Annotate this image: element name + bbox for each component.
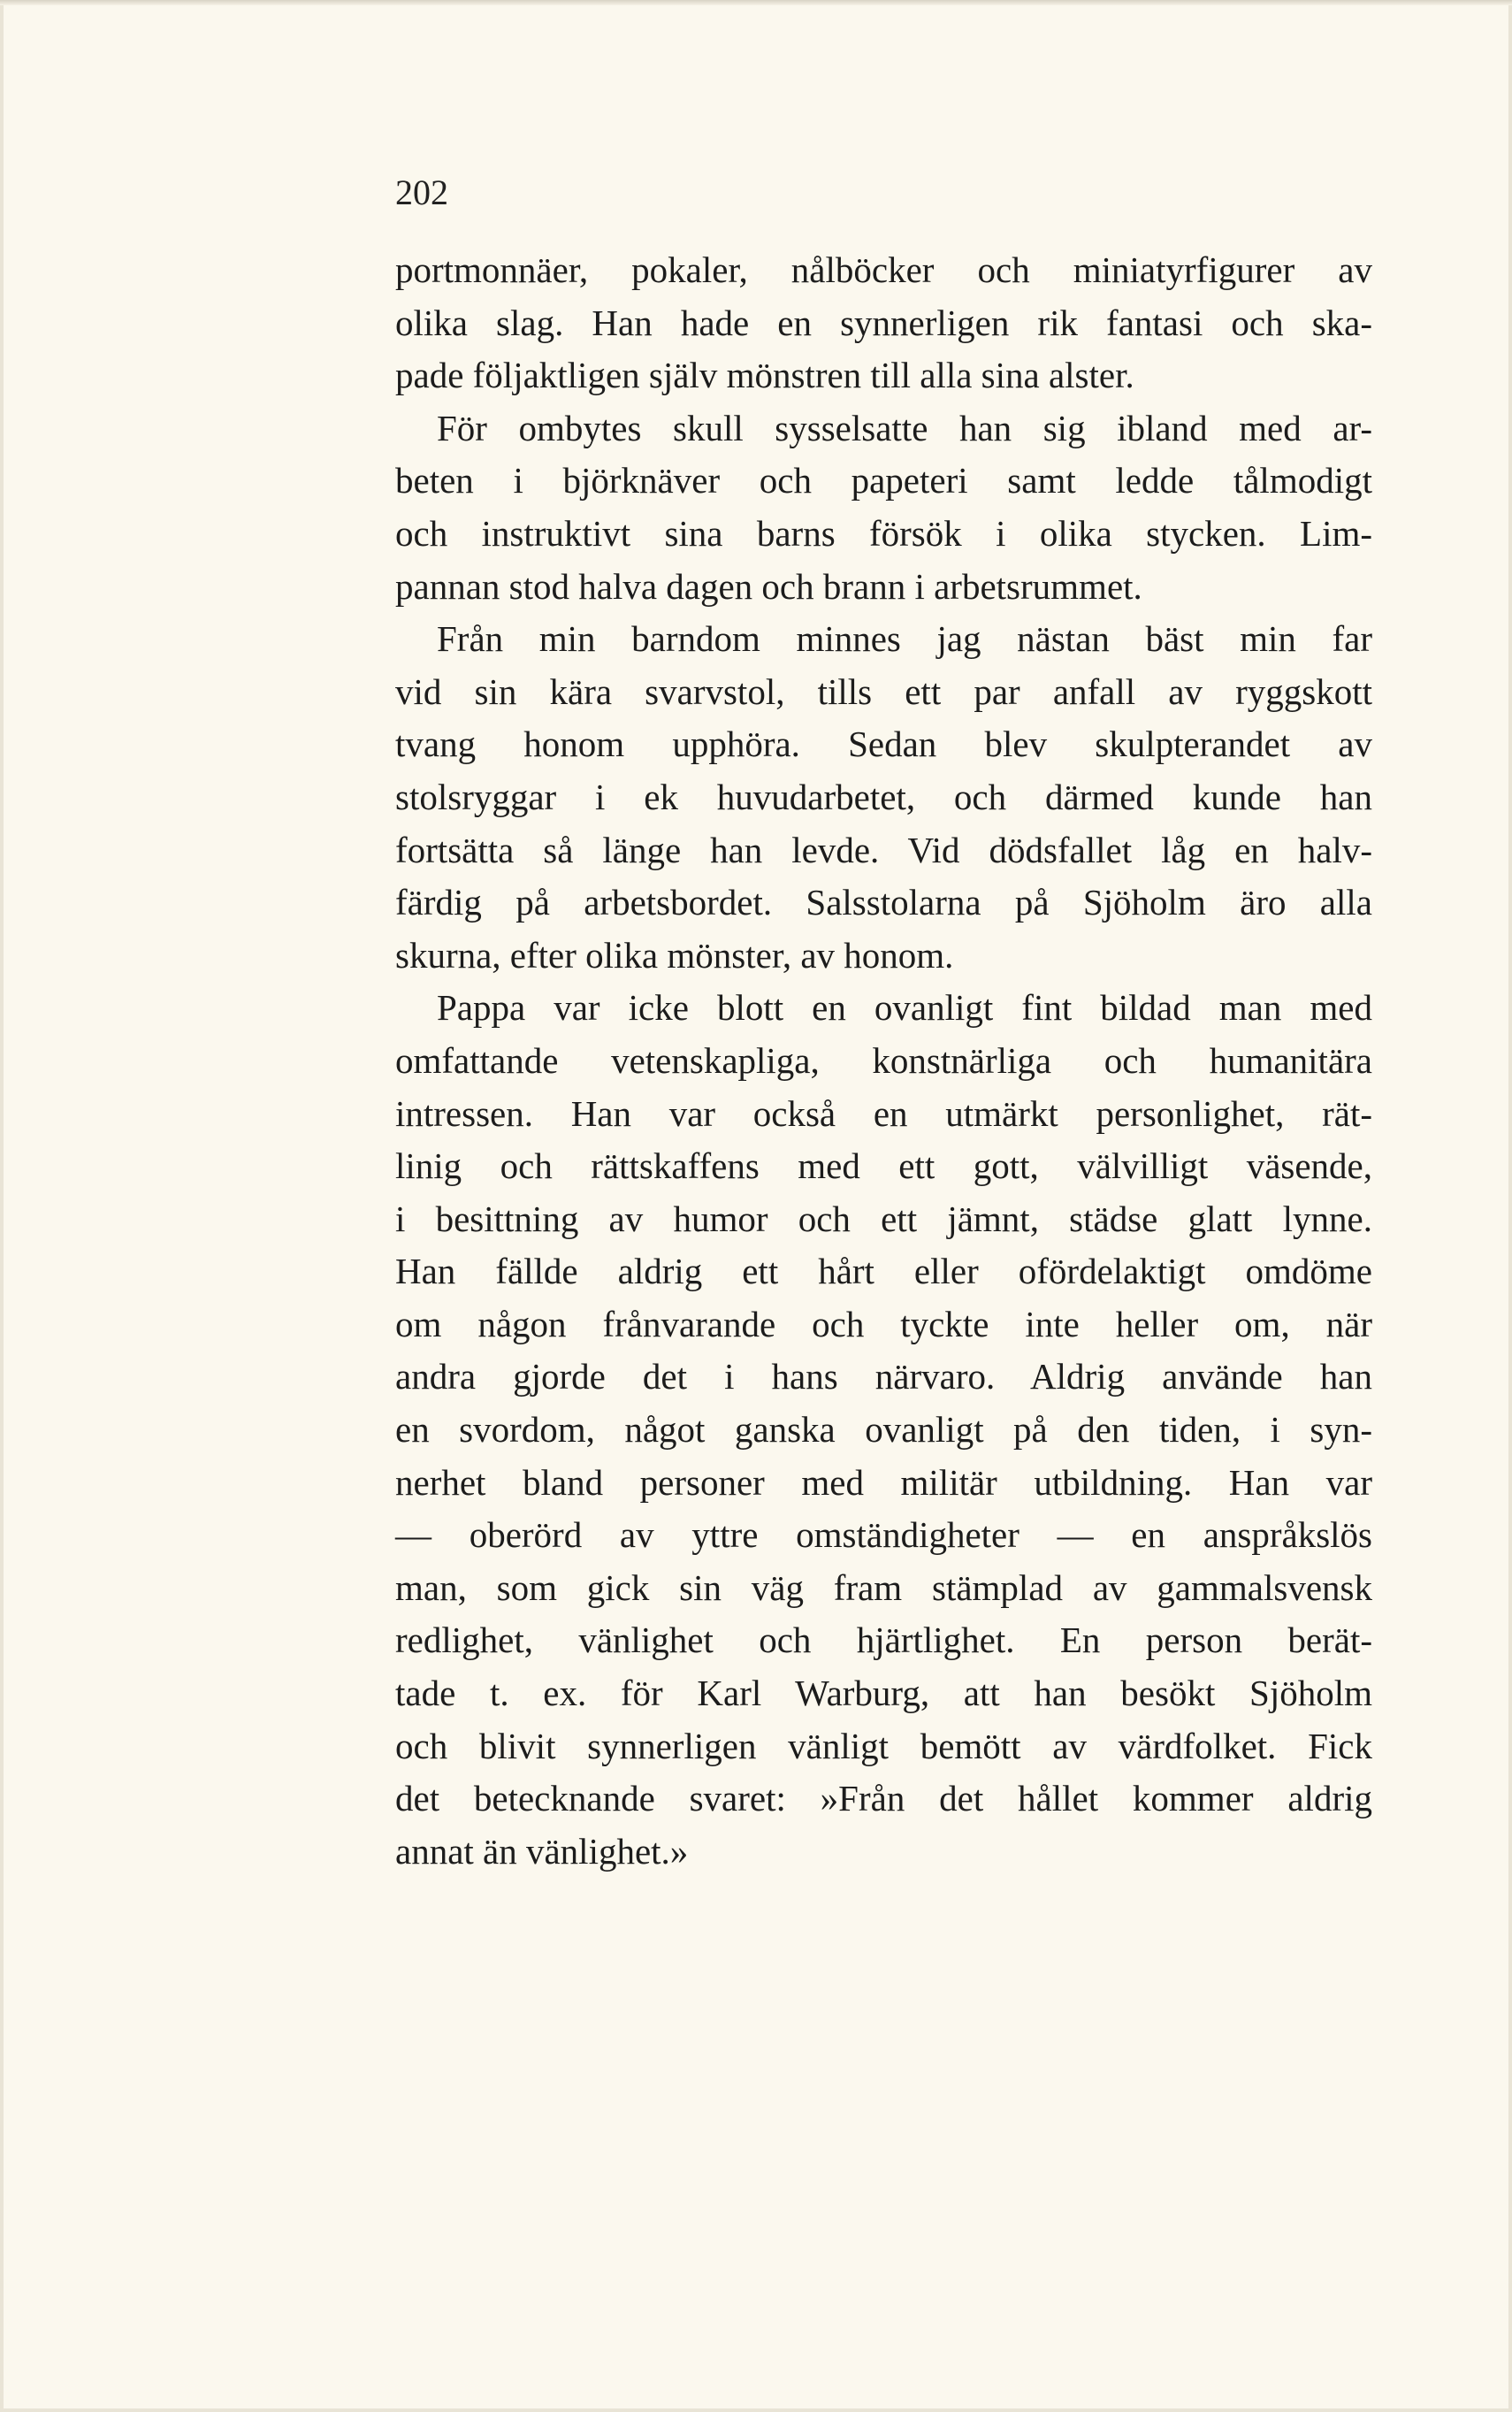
text-line: intressen. Han var också en utmärkt personlighet, rät- — [395, 1092, 1372, 1134]
text-line: Pappa var icke blott en ovanligt fint bildad man med — [437, 987, 1372, 1029]
text-line: i besittning av humor och ett jämnt, städse glatt lynne. — [395, 1198, 1372, 1239]
text-line: portmonnäer, pokaler, nålböcker och miniatyrfigurer av — [395, 249, 1372, 290]
page-top-edge — [0, 0, 1512, 5]
text-line: nerhet bland personer med militär utbildning. Han var — [395, 1461, 1372, 1503]
text-line: pade följaktligen själv mönstren till alla sina alster. — [395, 355, 1134, 396]
text-line: om någon frånvarande och tyckte inte heller om, när — [395, 1303, 1372, 1344]
text-line: fortsätta så länge han levde. Vid dödsfallet låg en halv- — [395, 829, 1372, 870]
text-line: vid sin kära svarvstol, tills ett par anfall av ryggskott — [395, 670, 1372, 712]
text-line: stolsryggar i ek huvudarbetet, och därmed kunde han — [395, 776, 1372, 817]
text-line: pannan stod halva dagen och brann i arbetsrummet. — [395, 565, 1142, 607]
text-line: man, som gick sin väg fram stämplad av gammalsvensk — [395, 1566, 1372, 1608]
text-line: linig och rättskaffens med ett gott, välvilligt väsende, — [395, 1145, 1372, 1187]
text-line: redlighet, vänlighet och hjärtlighet. En person berät- — [395, 1619, 1372, 1661]
text-line: tvang honom upphöra. Sedan blev skulpterandet av — [395, 724, 1372, 765]
body-text — [395, 244, 1372, 1878]
text-line: olika slag. Han hade en synnerligen rik fantasi och ska- — [395, 302, 1372, 343]
text-line: skurna, efter olika mönster, av honom. — [395, 934, 954, 976]
page-number: 202 — [395, 172, 448, 212]
text-line: omfattande vetenskapliga, konstnärliga och humanitära — [395, 1039, 1372, 1081]
text-line: annat än vänlighet.» — [395, 1830, 689, 1872]
text-line: Han fällde aldrig ett hårt eller ofördelaktigt omdöme — [395, 1251, 1372, 1292]
text-line: andra gjorde det i hans närvaro. Aldrig använde han — [395, 1356, 1372, 1397]
text-line: det betecknande svaret: »Från det hållet kommer aldrig — [395, 1778, 1372, 1819]
text-line: och instruktivt sina barns försök i olika stycken. Lim- — [395, 512, 1372, 554]
text-line: färdig på arbetsbordet. Salsstolarna på Sjöholm äro alla — [395, 882, 1372, 923]
text-line: — oberörd av yttre omständigheter — en anspråkslös — [395, 1514, 1372, 1556]
text-line: För ombytes skull sysselsatte han sig ibland med ar- — [437, 407, 1372, 448]
text-line: tade t. ex. för Karl Warburg, att han besökt Sjöholm — [395, 1673, 1372, 1714]
text-line: en svordom, något ganska ovanligt på den tiden, i syn- — [395, 1409, 1372, 1451]
text-line: Från min barndom minnes jag nästan bäst min far — [437, 618, 1372, 660]
text-line: beten i björknäver och papeteri samt ledde tålmodigt — [395, 460, 1372, 502]
text-line: och blivit synnerligen vänligt bemött av värdfolket. Fick — [395, 1725, 1372, 1766]
